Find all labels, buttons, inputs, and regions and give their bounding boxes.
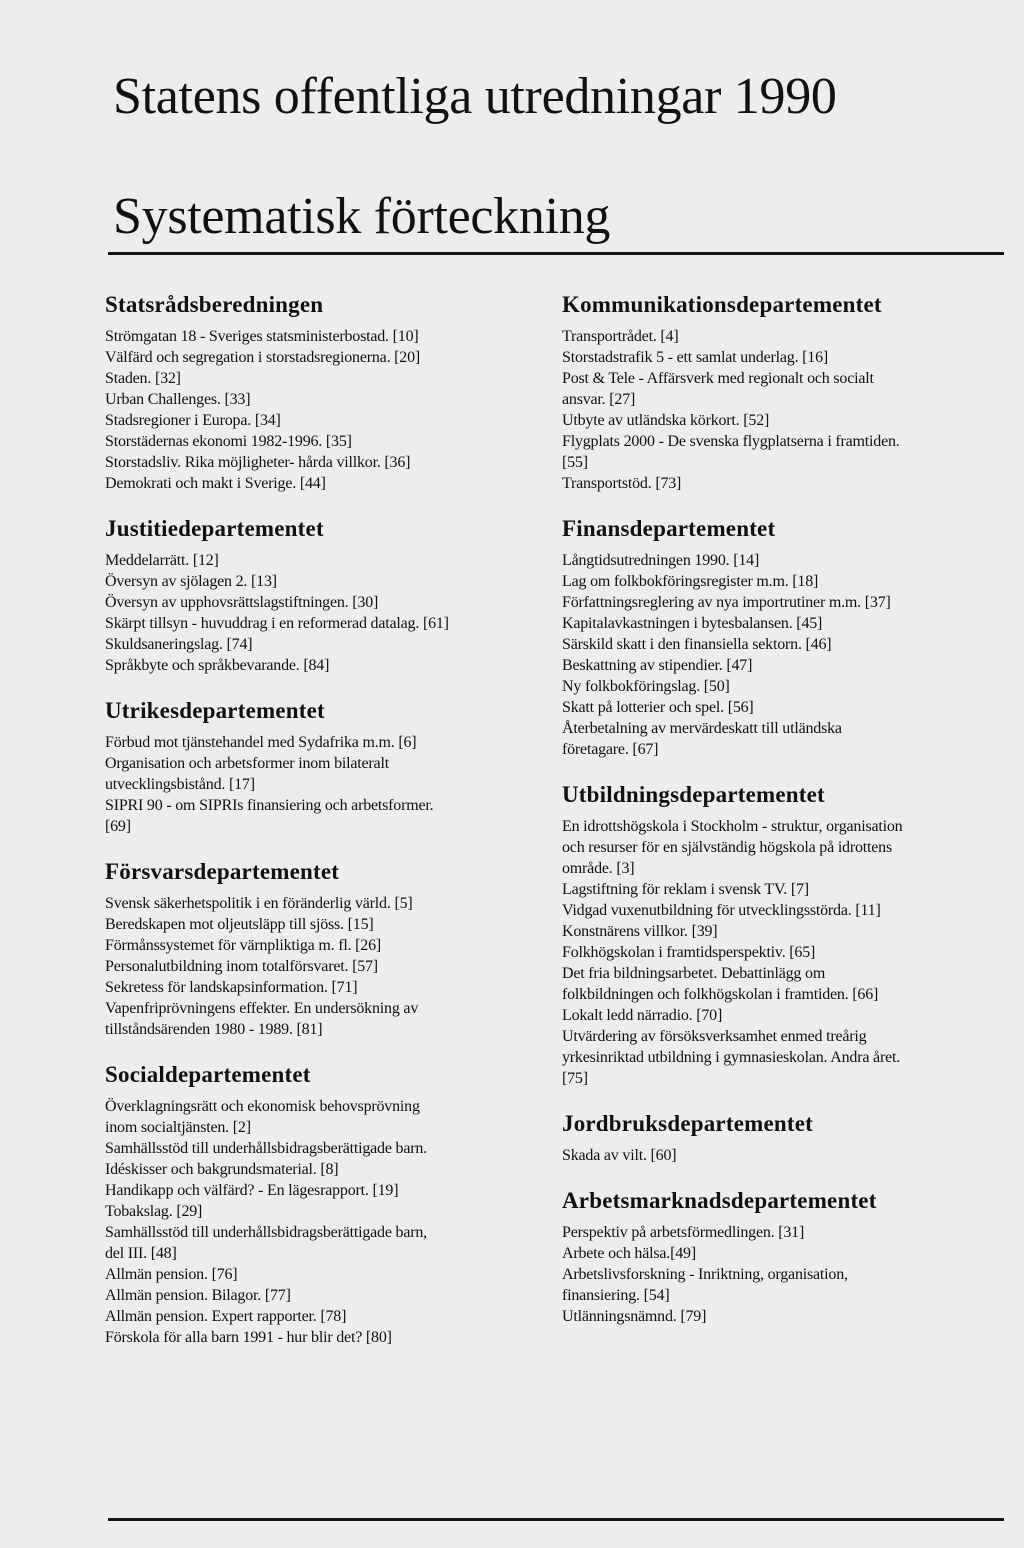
- report-entry: Storstädernas ekonomi 1982-1996. [35]: [105, 433, 352, 450]
- report-list: [562, 326, 1002, 494]
- department-heading: Kommunikationsdepartementet: [562, 292, 882, 317]
- department-heading: Arbetsmarknadsdepartementet: [562, 1188, 877, 1213]
- section-finansdepartementet: [562, 514, 1002, 760]
- report-entry: Sekretess för landskapsinformation. [71]: [105, 979, 358, 996]
- report-entry: [69]: [105, 818, 131, 835]
- section-socialdepartementet: [105, 1060, 545, 1348]
- department-heading: Socialdepartementet: [105, 1062, 311, 1087]
- report-entry: yrkesinriktad utbildning i gymnasieskolan. Andra året.: [562, 1049, 901, 1066]
- report-entry: Särskild skatt i den finansiella sektorn. [46]: [562, 636, 832, 653]
- department-heading: Utbildningsdepartementet: [562, 782, 825, 807]
- page-subtitle: Systematisk förteckning: [113, 188, 611, 245]
- report-entry: Beskattning av stipendier. [47]: [562, 657, 753, 674]
- report-entry: tillståndsärenden 1980 - 1989. [81]: [105, 1021, 323, 1038]
- report-entry: Folkhögskolan i framtidsperspektiv. [65]: [562, 944, 816, 961]
- section-arbetsmarknadsdepartementet: [562, 1186, 1002, 1327]
- report-entry: Lagstiftning för reklam i svensk TV. [7]: [562, 881, 809, 898]
- left-column: [105, 290, 545, 1348]
- report-entry: Arbetslivsforskning - Inriktning, organisation,: [562, 1266, 848, 1283]
- report-entry: Idéskisser och bakgrundsmaterial. [8]: [105, 1161, 339, 1178]
- report-entry: Transportrådet. [4]: [562, 328, 679, 345]
- report-entry: företagare. [67]: [562, 741, 659, 758]
- report-entry: Konstnärens villkor. [39]: [562, 923, 718, 940]
- report-entry: Skuldsaneringslag. [74]: [105, 636, 253, 653]
- report-entry: Urban Challenges. [33]: [105, 391, 251, 408]
- report-entry: En idrottshögskola i Stockholm - struktur, organisation: [562, 818, 903, 835]
- report-entry: Beredskapen mot oljeutsläpp till sjöss. [15]: [105, 916, 374, 933]
- report-entry: [55]: [562, 454, 588, 471]
- report-entry: Staden. [32]: [105, 370, 181, 387]
- report-entry: Demokrati och makt i Sverige. [44]: [105, 475, 326, 492]
- section-utrikesdepartementet: [105, 696, 545, 837]
- report-entry: Storstadsliv. Rika möjligheter- hårda villkor. [36]: [105, 454, 411, 471]
- report-list: [562, 1222, 1002, 1327]
- report-entry: Stadsregioner i Europa. [34]: [105, 412, 281, 429]
- report-entry: Allmän pension. [76]: [105, 1266, 238, 1283]
- report-entry: Meddelarrätt. [12]: [105, 552, 219, 569]
- report-entry: Vapenfriprövningens effekter. En undersökning av: [105, 1000, 419, 1017]
- report-entry: Utbyte av utländska körkort. [52]: [562, 412, 770, 429]
- report-entry: Samhällsstöd till underhållsbidragsberättigade barn,: [105, 1224, 427, 1241]
- report-entry: finansiering. [54]: [562, 1287, 670, 1304]
- report-entry: Utvärdering av försöksverksamhet enmed treårig: [562, 1028, 867, 1045]
- report-list: [562, 816, 1002, 1089]
- report-entry: Perspektiv på arbetsförmedlingen. [31]: [562, 1224, 805, 1241]
- report-list: [105, 1096, 545, 1348]
- report-entry: Storstadstrafik 5 - ett samlat underlag. [16]: [562, 349, 829, 366]
- report-entry: Välfärd och segregation i storstadsregionerna. [20]: [105, 349, 421, 366]
- section-gap: [105, 837, 545, 857]
- section-gap: [562, 494, 1002, 514]
- section-gap: [105, 1040, 545, 1060]
- report-entry: Författningsreglering av nya importrutiner m.m. [37]: [562, 594, 891, 611]
- report-entry: och resurser för en självständig högskola på idrottens: [562, 839, 893, 856]
- report-entry: Allmän pension. Bilagor. [77]: [105, 1287, 291, 1304]
- report-entry: Vidgad vuxenutbildning för utvecklingsstörda. [11]: [562, 902, 881, 919]
- report-entry: Förmånssystemet för värnpliktiga m. fl. [26]: [105, 937, 382, 954]
- section-utbildningsdepartementet: [562, 780, 1002, 1089]
- report-entry: folkbildningen och folkhögskolan i framtiden. [66]: [562, 986, 879, 1003]
- page-title: Statens offentliga utredningar 1990: [113, 68, 837, 125]
- report-entry: Ny folkbokföringslag. [50]: [562, 678, 730, 695]
- report-entry: Förskola för alla barn 1991 - hur blir det? [80]: [105, 1329, 392, 1346]
- section-gap: [562, 1166, 1002, 1186]
- department-heading: Jordbruksdepartementet: [562, 1111, 813, 1136]
- section-statsradsberedningen: [105, 290, 545, 494]
- report-entry: Svensk säkerhetspolitik i en föränderlig värld. [5]: [105, 895, 413, 912]
- report-list: [105, 893, 545, 1040]
- right-column: [562, 290, 1002, 1327]
- report-entry: SIPRI 90 - om SIPRIs finansiering och arbetsformer.: [105, 797, 434, 814]
- report-entry: Långtidsutredningen 1990. [14]: [562, 552, 760, 569]
- report-entry: Strömgatan 18 - Sveriges statsministerbostad. [10]: [105, 328, 419, 345]
- report-entry: Återbetalning av mervärdeskatt till utländska: [562, 720, 842, 737]
- report-entry: inom socialtjänsten. [2]: [105, 1119, 251, 1136]
- report-entry: Skärpt tillsyn - huvuddrag i en reformerad datalag. [61]: [105, 615, 449, 632]
- department-heading: Justitiedepartementet: [105, 516, 324, 541]
- section-kommunikationsdepartementet: [562, 290, 1002, 494]
- department-heading: Finansdepartementet: [562, 516, 776, 541]
- report-entry: [75]: [562, 1070, 588, 1087]
- report-entry: del III. [48]: [105, 1245, 177, 1262]
- report-entry: Lokalt ledd närradio. [70]: [562, 1007, 723, 1024]
- report-entry: Allmän pension. Expert rapporter. [78]: [105, 1308, 347, 1325]
- report-entry: Handikapp och välfärd? - En lägesrapport. [19]: [105, 1182, 399, 1199]
- report-list: [105, 550, 545, 676]
- report-entry: Det fria bildningsarbetet. Debattinlägg om: [562, 965, 826, 982]
- section-jordbruksdepartementet: [562, 1109, 1002, 1166]
- report-entry: Lag om folkbokföringsregister m.m. [18]: [562, 573, 819, 590]
- report-entry: Skatt på lotterier och spel. [56]: [562, 699, 754, 716]
- section-gap: [562, 760, 1002, 780]
- report-entry: Post & Tele - Affärsverk med regionalt och socialt: [562, 370, 874, 387]
- department-heading: Utrikesdepartementet: [105, 698, 325, 723]
- report-entry: Översyn av sjölagen 2. [13]: [105, 573, 277, 590]
- section-justitiedepartementet: [105, 514, 545, 676]
- report-entry: Arbete och hälsa.[49]: [562, 1245, 696, 1262]
- report-entry: Organisation och arbetsformer inom bilateralt: [105, 755, 389, 772]
- report-entry: Överklagningsrätt och ekonomisk behovsprövning: [105, 1098, 420, 1115]
- report-entry: område. [3]: [562, 860, 635, 877]
- report-entry: Översyn av upphovsrättslagstiftningen. [30]: [105, 594, 379, 611]
- section-gap: [105, 494, 545, 514]
- report-entry: Skada av vilt. [60]: [562, 1147, 677, 1164]
- report-entry: Kapitalavkastningen i bytesbalansen. [45]: [562, 615, 823, 632]
- report-entry: Tobakslag. [29]: [105, 1203, 203, 1220]
- header-divider: [108, 252, 1004, 255]
- report-list: [562, 1145, 1002, 1166]
- report-entry: ansvar. [27]: [562, 391, 636, 408]
- report-list: [105, 732, 545, 837]
- report-entry: Språkbyte och språkbevarande. [84]: [105, 657, 330, 674]
- section-forsvarsdepartementet: [105, 857, 545, 1040]
- report-entry: Flygplats 2000 - De svenska flygplatserna i framtiden.: [562, 433, 900, 450]
- report-entry: Transportstöd. [73]: [562, 475, 682, 492]
- section-gap: [105, 676, 545, 696]
- report-entry: utvecklingsbistånd. [17]: [105, 776, 255, 793]
- footer-divider: [108, 1518, 1004, 1521]
- report-entry: Samhällsstöd till underhållsbidragsberättigade barn.: [105, 1140, 427, 1157]
- report-entry: Förbud mot tjänstehandel med Sydafrika m.m. [6]: [105, 734, 417, 751]
- department-heading: Försvarsdepartementet: [105, 859, 340, 884]
- report-entry: Personalutbildning inom totalförsvaret. [57]: [105, 958, 378, 975]
- report-list: [562, 550, 1002, 760]
- report-list: [105, 326, 545, 494]
- section-gap: [562, 1089, 1002, 1109]
- department-heading: Statsrådsberedningen: [105, 292, 324, 317]
- report-entry: Utlänningsnämnd. [79]: [562, 1308, 707, 1325]
